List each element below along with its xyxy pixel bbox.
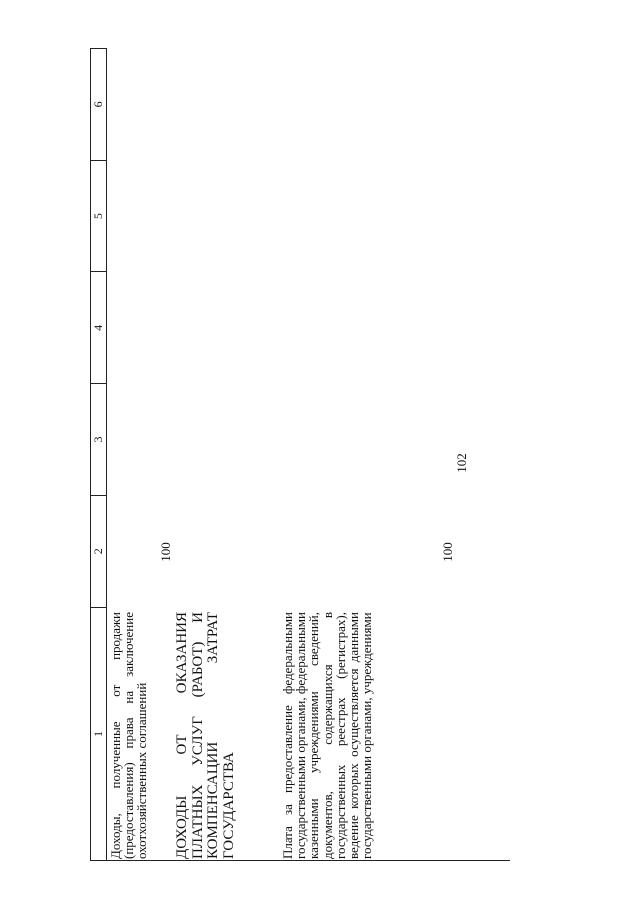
rotated-table	[90, 46, 510, 861]
column-header-3: 3	[91, 384, 106, 496]
column-header-1: 1	[91, 730, 105, 737]
table-left-border	[90, 860, 510, 861]
table-header	[90, 48, 107, 861]
row-value-col2: 100	[440, 542, 455, 562]
column-header-4: 4	[91, 272, 106, 384]
column-header-2: 2	[91, 496, 106, 608]
row-name: Доходы, полученные от продажи (предоставления) права на заключение охотхозяйственных соглашений	[108, 612, 150, 859]
page-number: 102	[454, 453, 469, 473]
row-name: ДОХОДЫ ОТ ОКАЗАНИЯ ПЛАТНЫХ УСЛУГ (РАБОТ) И КОМПЕНСАЦИИ ЗАТРАТ ГОСУДАРСТВА	[174, 612, 237, 859]
row-value-col2: 100	[158, 542, 173, 562]
column-header-6: 6	[91, 49, 106, 161]
row-name: Плата за предоставление федеральными государственными органами, федеральными казенными учреждениями сведений, документов, содержащихся в государственных реестрах (регистрах), ведение которых осуществляется данными государственными органами, учреждениями	[280, 612, 375, 859]
column-header-5: 5	[91, 161, 106, 273]
